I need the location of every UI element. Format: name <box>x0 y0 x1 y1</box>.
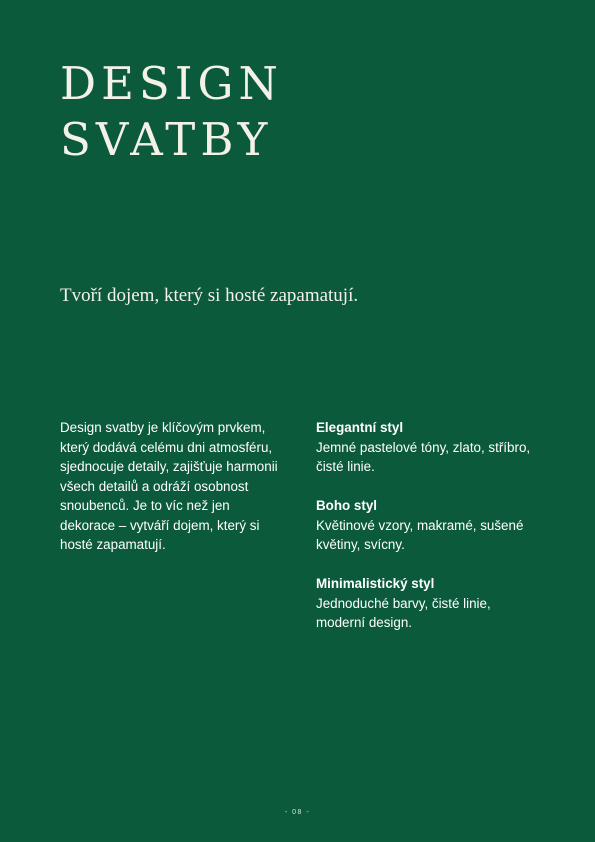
style-name: Minimalistický styl <box>316 576 435 591</box>
style-description: Jednoduché barvy, čisté linie, moderní design. <box>316 595 491 630</box>
subtitle: Tvoří dojem, který si hosté zapamatují. <box>60 285 359 306</box>
intro-paragraph: Design svatby je klíčovým prvkem, který dodává celému dni atmosféru, sjednocuje detaily, zajišťuje harmonii všech detailů a odráží osobnost snoubenců. Je to víc než jen dekorace – vytváří dojem, který si hosté zapamatují. <box>60 420 278 552</box>
style-description: Květinové vzory, makramé, sušené květiny, svícny. <box>316 517 524 552</box>
title-line-2: SVATBY <box>60 113 273 166</box>
style-name: Elegantní styl <box>316 420 404 435</box>
title-line-1: DESIGN <box>60 57 283 110</box>
style-item-elegant <box>316 418 536 477</box>
style-name: Boho styl <box>316 498 378 513</box>
style-description: Jemné pastelové tóny, zlato, stříbro, čisté linie. <box>316 439 531 474</box>
page-number: - 08 - <box>284 809 311 816</box>
style-item-boho <box>316 496 536 555</box>
style-list <box>316 418 536 652</box>
style-item-minimalist <box>316 574 536 633</box>
page-title <box>60 56 283 168</box>
